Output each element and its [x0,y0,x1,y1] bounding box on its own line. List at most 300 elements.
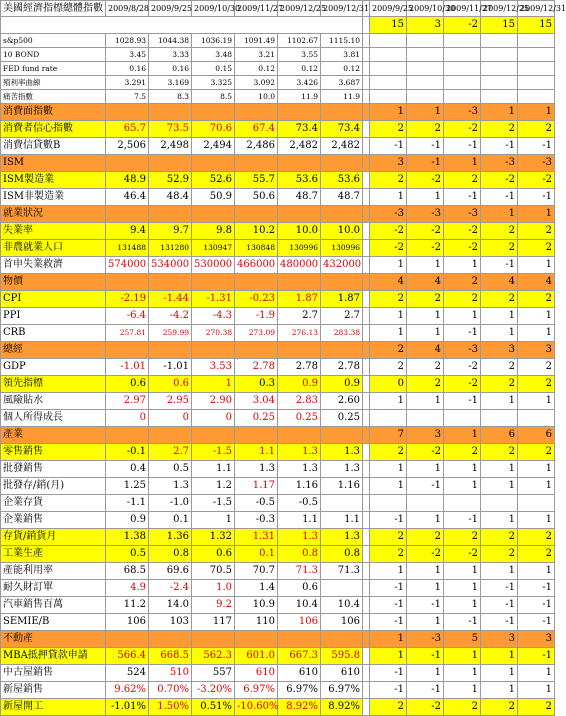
indicator-value: 9.7 [149,223,192,240]
indicator-score: 1 [444,478,481,495]
indicator-label: CRB [1,325,106,342]
indicator-label: 工業生產 [1,546,106,563]
indicator-score: 1 [444,461,481,478]
indicator-score: 2 [481,546,518,563]
indicator-value [149,155,192,172]
indicator-label: 失業率 [1,223,106,240]
indicator-value [192,427,235,444]
indicator-score: 1 [481,512,518,529]
indicator-score: 2 [444,291,481,308]
indicator-value: 259.99 [149,325,192,342]
indicator-value: -1.31 [192,291,235,308]
indicator-row [1,90,555,104]
indicator-value: 1.87 [321,291,363,308]
indicator-value: 1.3 [321,461,363,478]
indicator-score: 1 [518,104,555,121]
indicator-value: 48.7 [278,189,321,206]
indicator-value: 1.1 [192,461,235,478]
indicator-value: -0.5 [278,495,321,512]
spacer-cell [363,172,370,189]
indicator-score: 4 [481,274,518,291]
indicator-value: 10.0 [278,223,321,240]
indicator-score: 1 [444,597,481,614]
category-row [1,427,555,444]
indicator-score [481,495,518,512]
indicator-row [1,325,555,342]
indicator-score: -2 [444,223,481,240]
indicator-value: 106 [278,614,321,631]
spacer-cell [363,155,370,172]
indicator-label: 批發銷售 [1,461,106,478]
indicator-score: 1 [518,461,555,478]
indicator-value: 2,498 [149,138,192,155]
indicator-score: 2 [481,529,518,546]
indicator-score: -2 [370,240,407,257]
indicator-value: -1.01% [106,699,149,716]
indicator-score: 1 [407,189,444,206]
indicator-value: 610 [235,665,278,682]
indicator-score: -1 [518,189,555,206]
indicator-value [149,104,192,121]
indicator-score: 1 [407,308,444,325]
indicator-value: -10.60% [235,699,278,716]
indicator-label: 中古屋銷售 [1,665,106,682]
indicator-value: 2.60 [321,393,363,410]
spacer-cell [363,546,370,563]
indicator-score [407,76,444,90]
indicator-value: 10.4 [321,597,363,614]
indicator-score: 1 [518,478,555,495]
indicator-value: 106 [321,614,363,631]
indicator-score: -1 [518,597,555,614]
indicator-label: ISM製造業 [1,172,106,189]
indicator-score: 2 [444,172,481,189]
indicator-value: -4.3 [192,308,235,325]
indicator-score: 1 [518,393,555,410]
spacer-cell [363,274,370,291]
indicator-score [407,410,444,427]
indicator-value [278,342,321,359]
indicator-value: 0.16 [106,62,149,76]
indicator-value: 8.92% [278,699,321,716]
indicator-score: -3 [444,104,481,121]
indicator-value: 273.09 [235,325,278,342]
spacer-cell [363,410,370,427]
indicator-score: 1 [518,325,555,342]
indicator-value: 10.9 [235,597,278,614]
total-score: 3 [407,17,444,34]
indicator-value: 480000 [278,257,321,274]
indicator-value: 0 [149,410,192,427]
indicator-score: 3 [370,155,407,172]
indicator-score: 1 [481,461,518,478]
indicator-value: 1044.38 [149,34,192,48]
indicator-value [106,427,149,444]
indicator-row [1,597,555,614]
indicator-value: 53.6 [278,172,321,189]
indicator-score [518,410,555,427]
indicator-label: SEMIE/B [1,614,106,631]
indicator-score: 1 [481,206,518,223]
indicator-score: -2 [407,240,444,257]
total-score: 15 [370,17,407,34]
indicator-value: 0.16 [149,62,192,76]
indicator-row [1,461,555,478]
indicator-value: 2,482 [321,138,363,155]
category-row [1,631,555,648]
indicator-value: 667.3 [278,648,321,665]
indicator-value: 46.4 [106,189,149,206]
indicator-value [192,155,235,172]
indicator-score: -1 [444,393,481,410]
indicator-score: 1 [370,393,407,410]
indicator-score: 1 [518,206,555,223]
indicator-score: -1 [370,580,407,597]
indicator-value: 2,494 [192,138,235,155]
indicator-label: 總經 [1,342,106,359]
indicator-score: 1 [481,682,518,699]
indicator-label: 新屋銷售 [1,682,106,699]
indicator-score: 2 [370,359,407,376]
indicator-value: 50.9 [192,189,235,206]
indicator-score [518,34,555,48]
indicator-score: -2 [481,172,518,189]
spacer-cell [363,478,370,495]
total-score: 15 [518,17,555,34]
indicator-value: 10.4 [278,597,321,614]
indicator-score [481,410,518,427]
indicator-value: 70.6 [192,121,235,138]
indicator-value: 0.25 [278,410,321,427]
indicator-value: 432000 [321,257,363,274]
indicator-value: 1.32 [192,529,235,546]
total-score: 15 [481,17,518,34]
indicator-value [235,155,278,172]
indicator-value: 270.38 [192,325,235,342]
indicator-value: 1.87 [278,291,321,308]
indicator-value: -2.19 [106,291,149,308]
indicator-value: 10.0 [321,223,363,240]
spacer-cell [363,308,370,325]
spacer-cell [363,62,370,76]
indicator-score: -2 [444,546,481,563]
indicator-score: 6 [481,427,518,444]
indicator-value: 3.04 [235,393,278,410]
indicator-value: 11.9 [278,90,321,104]
indicator-value [321,274,363,291]
indicator-score: 1 [370,257,407,274]
spacer-cell [363,76,370,90]
indicator-label: 汽車銷售百萬 [1,597,106,614]
category-row [1,206,555,223]
indicator-value: 1.17 [235,478,278,495]
indicator-value: 70.5 [192,563,235,580]
indicator-score: 1 [407,325,444,342]
indicator-value: 9.4 [106,223,149,240]
indicator-value: 276.13 [278,325,321,342]
total-score: -2 [444,17,481,34]
indicator-score: 2 [518,359,555,376]
indicator-score: 1 [481,648,518,665]
indicator-score [407,90,444,104]
indicator-value: -1.9 [235,308,278,325]
indicator-value: 0.3 [235,376,278,393]
indicator-score: -1 [481,189,518,206]
indicator-value: 3.21 [235,48,278,62]
date-header: 2009/9/25 [149,1,192,17]
indicator-score [444,34,481,48]
indicator-value: 3.45 [106,48,149,62]
indicator-score: 2 [518,546,555,563]
indicator-value: 530000 [192,257,235,274]
indicator-value [192,206,235,223]
indicator-score: -2 [444,121,481,138]
spacer-cell [363,240,370,257]
indicator-value: 11.2 [106,597,149,614]
indicator-value: -1.01 [106,359,149,376]
indicator-score: -3 [407,206,444,223]
indicator-value: 70.7 [235,563,278,580]
indicator-value: 6.97% [321,682,363,699]
indicator-value: 1.3 [149,478,192,495]
indicator-score [481,34,518,48]
date-header: 2009/8/28 [106,1,149,17]
indicator-value: -4.2 [149,308,192,325]
indicator-score: 1 [518,682,555,699]
indicator-label: 企業存貨 [1,495,106,512]
indicator-value: 6.97% [278,682,321,699]
indicator-score: 2 [407,529,444,546]
indicator-score [370,90,407,104]
indicator-score [370,62,407,76]
indicator-score [481,62,518,76]
indicator-value [106,206,149,223]
indicator-score: 1 [481,393,518,410]
indicator-score: 1 [444,648,481,665]
indicator-value: 1.1 [235,444,278,461]
indicator-value: 2.7 [278,308,321,325]
indicator-score: -2 [444,376,481,393]
indicator-label: 殖利率曲線 [1,76,106,90]
indicator-value: 0.25 [321,410,363,427]
indicator-value [106,104,149,121]
indicator-value: 71.3 [321,563,363,580]
indicator-value: 574000 [106,257,149,274]
indicator-score: 2 [481,376,518,393]
indicator-row [1,546,555,563]
indicator-value: 0 [192,410,235,427]
indicator-score: 1 [407,257,444,274]
indicator-value: 1036.19 [192,34,235,48]
indicator-value: 10.0 [235,90,278,104]
indicator-score: -2 [518,172,555,189]
indicator-score: 2 [370,342,407,359]
spacer-cell [363,206,370,223]
indicator-value: 1.3 [278,461,321,478]
category-row [1,274,555,291]
indicator-score: -3 [407,631,444,648]
spacer-cell [363,682,370,699]
indicator-row [1,138,555,155]
indicator-value: -6.4 [106,308,149,325]
score-date-header: 2009/11/27 [444,1,481,17]
indicator-value: 3.092 [235,76,278,90]
indicator-label: 存貨/銷貨月 [1,529,106,546]
indicator-value: 0.1 [235,546,278,563]
indicator-value: 1.3 [235,461,278,478]
indicator-value [235,206,278,223]
indicator-score: 1 [370,104,407,121]
indicator-score: 2 [444,274,481,291]
indicator-value: 130996 [321,240,363,257]
indicator-score [407,62,444,76]
indicator-value: -2.4 [149,580,192,597]
indicator-score: -1 [444,512,481,529]
indicator-value [321,342,363,359]
score-date-header: 2009/12/25 [481,1,518,17]
indicator-value [278,274,321,291]
indicator-row [1,665,555,682]
indicator-score: 3 [407,427,444,444]
indicator-score [444,410,481,427]
indicator-row [1,563,555,580]
indicator-value: -0.3 [235,512,278,529]
indicator-value: 2.7 [149,444,192,461]
score-date-header: 2009/10/30 [407,1,444,17]
spacer-cell [363,699,370,716]
indicator-row [1,648,555,665]
indicator-score [370,495,407,512]
indicator-score: -1 [444,138,481,155]
indicator-score: -3 [481,155,518,172]
indicator-score: 2 [481,699,518,716]
indicator-value: 0.6 [278,580,321,597]
indicator-value: 0.9 [278,376,321,393]
indicator-value: -1.5 [192,495,235,512]
indicator-value: -1.44 [149,291,192,308]
indicator-value: 73.4 [321,121,363,138]
indicator-value [192,342,235,359]
spacer-cell [363,138,370,155]
indicator-value [235,274,278,291]
indicator-score: -1 [481,580,518,597]
indicator-value: 65.7 [106,121,149,138]
indicator-score [407,48,444,62]
spacer-cell [363,580,370,597]
indicator-value: 10.2 [235,223,278,240]
category-row [1,342,555,359]
indicator-label: 領先指標 [1,376,106,393]
indicator-score [407,495,444,512]
spacer-cell [363,104,370,121]
indicator-value: 0.70% [149,682,192,699]
indicator-value: 0.12 [321,62,363,76]
indicator-value [235,104,278,121]
indicator-value: 68.5 [106,563,149,580]
indicator-label: PPI [1,308,106,325]
indicator-value: 14.0 [149,597,192,614]
indicator-value: 0.5 [106,546,149,563]
indicator-value: 1.3 [278,529,321,546]
indicator-score: -1 [518,580,555,597]
indicator-value: 1115.10 [321,34,363,48]
indicator-value: 0.12 [235,62,278,76]
indicator-score: 1 [481,104,518,121]
indicator-row [1,580,555,597]
indicator-row [1,529,555,546]
indicator-score: 1 [407,393,444,410]
indicator-score: -1 [518,614,555,631]
indicator-value: 2,486 [235,138,278,155]
spacer-cell [363,48,370,62]
indicator-value: 3.48 [192,48,235,62]
indicator-value: 1.0 [192,580,235,597]
indicator-label: 不動產 [1,631,106,648]
indicator-score: 2 [370,699,407,716]
indicator-value [321,155,363,172]
indicator-value: 8.92% [321,699,363,716]
indicator-label: 消費信貸數B [1,138,106,155]
indicator-score: 5 [444,631,481,648]
indicator-score: -3 [444,206,481,223]
indicator-label: 消費者信心指數 [1,121,106,138]
indicator-value: 3.33 [149,48,192,62]
spacer-cell [363,563,370,580]
indicator-label: MBA抵押貸款申請 [1,648,106,665]
indicator-value: 3.53 [192,359,235,376]
indicator-score: -2 [407,172,444,189]
indicator-value [278,104,321,121]
indicator-value: 510 [149,665,192,682]
total-score-blank [1,17,363,34]
indicator-value [149,274,192,291]
indicator-label: 企業銷售 [1,512,106,529]
indicator-value: 4.9 [106,580,149,597]
header-row [1,1,555,17]
indicator-value: 283.38 [321,325,363,342]
indicator-value: 7.5 [106,90,149,104]
spacer-cell [363,495,370,512]
indicator-value: -1.5 [192,444,235,461]
indicator-value: 69.6 [149,563,192,580]
indicator-row [1,308,555,325]
total-score-row [1,17,555,34]
indicator-score: 1 [370,461,407,478]
indicator-value: 3.426 [278,76,321,90]
indicator-score [518,62,555,76]
indicator-value: 566.4 [106,648,149,665]
indicator-row [1,512,555,529]
indicator-score: -1 [370,597,407,614]
indicator-score: 1 [370,308,407,325]
indicator-value: 1.16 [321,478,363,495]
spacer-cell [363,359,370,376]
indicator-label: 首申失業救濟 [1,257,106,274]
indicator-row [1,34,555,48]
indicator-value [149,342,192,359]
indicator-value [106,342,149,359]
indicator-value: 601.0 [235,648,278,665]
indicator-label: s&p500 [1,34,106,48]
indicator-score: 2 [518,291,555,308]
indicator-score: 1 [370,325,407,342]
indicator-value [192,274,235,291]
spacer-cell [363,529,370,546]
indicator-label: ISM非製造業 [1,189,106,206]
indicator-row [1,444,555,461]
indicator-score [444,90,481,104]
indicator-score: 2 [407,359,444,376]
